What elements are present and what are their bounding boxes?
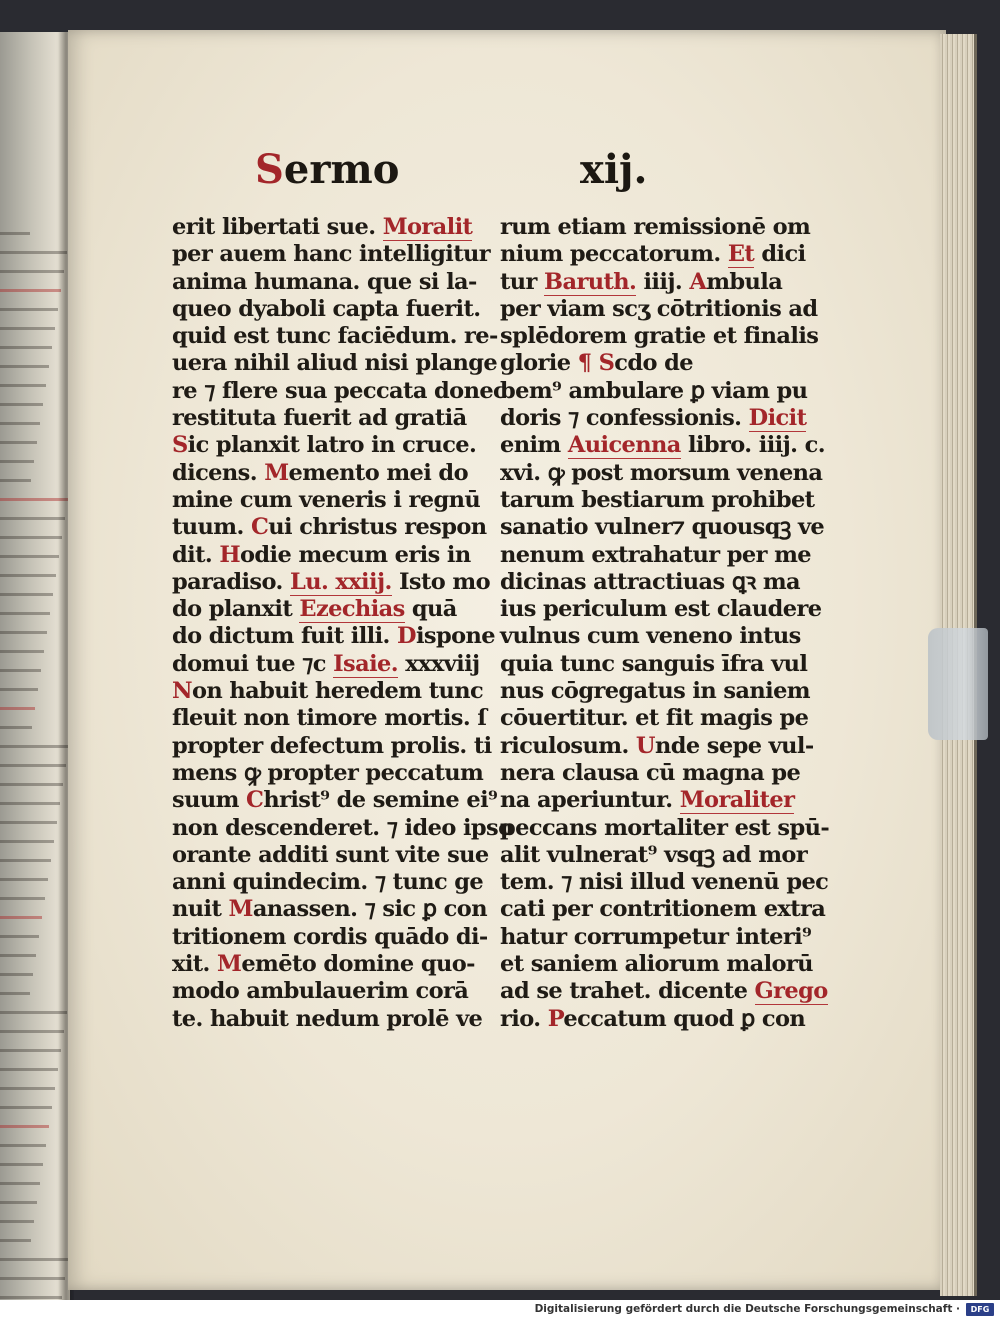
right-column-line: quia tunc sanguis īfra vul: [500, 650, 808, 677]
footer-bar: [0, 1300, 1000, 1319]
left-column-line: uera nihil aliud nisi plange: [172, 350, 498, 377]
left-column-line: propter defectum prolis. ti: [172, 732, 492, 759]
right-column-line: cati per contritionem extra: [500, 896, 826, 923]
right-column-line: nenum extrahatur per me: [500, 541, 812, 568]
facing-page-text-trace: [0, 441, 37, 444]
facing-page-text-trace: [0, 422, 40, 425]
left-column-line: suum Christ⁹ de semine ei⁹: [172, 787, 498, 814]
facing-page-text-trace: [0, 897, 45, 900]
facing-page-text-trace: [0, 270, 64, 273]
right-column-line: rio. Peccatum quod ꝑ con: [500, 1005, 806, 1032]
right-column-line: hatur corrumpetur interi⁹: [500, 923, 812, 950]
header-word: ermo: [283, 146, 400, 193]
facing-page-text-trace: [0, 764, 66, 767]
facing-page-text-trace: [0, 726, 32, 729]
right-column-line: riculosum. Unde sepe vul-: [500, 732, 814, 759]
facing-page-text-trace: [0, 1163, 43, 1166]
facing-page-text-trace: [0, 1030, 64, 1033]
right-column-line: bem⁹ ambulare ꝑ viam pu: [500, 377, 808, 404]
text-column-right: [500, 214, 830, 1033]
facing-page-text-trace: [0, 1182, 40, 1185]
left-column-line: te. habuit nedum prolē ve: [172, 1005, 483, 1032]
right-column-line: tarum bestiarum prohibet: [500, 486, 815, 513]
left-column-line: non descenderet. ⁊ ideo ipso: [172, 814, 513, 841]
facing-page-text-trace: [0, 1201, 37, 1204]
left-column-line: anima humana. que si la-: [172, 268, 477, 295]
facing-page-text-trace: [0, 612, 50, 615]
facing-page-text-trace: [0, 327, 55, 330]
facing-page-text-trace: [0, 346, 52, 349]
facing-page-text-trace: [0, 878, 48, 881]
facing-page-text-trace: [0, 1220, 34, 1223]
left-column-line: fleuit non timore mortis. ſ: [172, 705, 487, 732]
facing-page-text-trace: [0, 232, 30, 235]
facing-page-text-trace: [0, 574, 56, 577]
right-column-line: cōuertitur. et fit magis pe: [500, 705, 809, 732]
running-header-left: [255, 146, 400, 193]
facing-page-text-trace: [0, 859, 51, 862]
left-column-line: restituta fuerit ad gratiā: [172, 405, 467, 432]
facing-page-text-trace: [0, 555, 59, 558]
facing-page-text-trace: [0, 1049, 61, 1052]
right-column-line: xvi. ꝙ post morsum venena: [500, 459, 823, 486]
facing-page-text-trace: [0, 954, 36, 957]
right-column-line: nium peccatorum. Et dici: [500, 241, 806, 268]
facing-page-text-trace: [0, 1106, 52, 1109]
left-column-line: do dictum fuit illi. Dispone: [172, 623, 495, 650]
left-column-line: erit libertati sue. Moralit: [172, 214, 473, 240]
left-column-line: Non habuit heredem tunc: [172, 678, 484, 705]
left-column-line: tritionem cordis quādo di-: [172, 923, 488, 950]
left-column-line: nuit Manassen. ⁊ sic ꝑ con: [172, 896, 487, 923]
right-column-line: nera clausa cū magna pe: [500, 759, 801, 786]
left-column-line: dit. Hodie mecum eris in: [172, 541, 471, 568]
right-column-line: alit vulnerat⁹ vsqꝫ ad mor: [500, 841, 808, 868]
page-tab-marker: [928, 628, 988, 740]
facing-page-text-trace: [0, 460, 34, 463]
facing-page-text-trace: [0, 840, 54, 843]
right-column-line: rum etiam remissionē om: [500, 214, 811, 240]
right-column-line: splēdorem gratie et finalis: [500, 323, 819, 350]
left-column-line: Sic planxit latro in cruce.: [172, 432, 477, 459]
right-column-line: dicinas attractiuas ꝗꝛ ma: [500, 568, 801, 595]
left-column-line: mens ꝙ propter peccatum: [172, 759, 484, 786]
facing-page-text-trace: [0, 1239, 31, 1242]
facing-page-text-trace: [0, 593, 53, 596]
right-column-line: nus cōgregatus in saniem: [500, 678, 811, 705]
facing-page-text-trace: [0, 631, 47, 634]
right-column-line: et saniem aliorum malorū: [500, 951, 813, 978]
facing-page-text-trace: [0, 992, 30, 995]
left-column-line: mine cum veneris i regnū: [172, 486, 481, 513]
facing-page-text-trace: [0, 783, 63, 786]
facing-page-text-trace: [0, 384, 46, 387]
left-column-line: do planxit Ezechias quā: [172, 596, 457, 623]
left-column-line: queo dyaboli capta fuerit.: [172, 295, 481, 322]
facing-page-text-trace: [0, 916, 42, 919]
facing-page-text-trace: [0, 669, 41, 672]
left-column-line: quid est tunc faciēdum. re-: [172, 323, 498, 350]
left-column-line: tuum. Cui christus respon: [172, 514, 487, 541]
facing-page-text-trace: [0, 1011, 67, 1014]
left-column-line: per auem hanc intelligitur: [172, 241, 491, 268]
left-column-line: dicens. Memento mei do: [172, 459, 468, 486]
left-column-line: domui tue ⁊c Isaie. xxxviij: [172, 650, 480, 677]
right-column-line: per viam scʒ cōtritionis ad: [500, 295, 818, 322]
right-column-line: ius periculum est claudere: [500, 596, 822, 623]
facing-page-text-trace: [0, 973, 33, 976]
facing-page-text-trace: [0, 1277, 65, 1280]
left-column-line: xit. Memēto domine quo-: [172, 951, 475, 978]
facing-page-text-trace: [0, 935, 39, 938]
facing-page-text-trace: [0, 1068, 58, 1071]
right-column-line: tur Baruth. iiij. Ambula: [500, 268, 783, 295]
facing-page-text-trace: [0, 650, 44, 653]
facing-page-text-trace: [0, 802, 60, 805]
left-column-line: re ⁊ flere sua peccata donec: [172, 377, 507, 404]
right-column-line: doris ⁊ confessionis. Dicit: [500, 405, 807, 432]
right-column-line: na aperiuntur. Moraliter: [500, 787, 795, 814]
facing-page-text-trace: [0, 308, 58, 311]
right-column-line: ad se trahet. dicente Grego: [500, 978, 828, 1005]
facing-page-text-trace: [0, 688, 38, 691]
facing-page-text-trace: [0, 707, 35, 710]
facing-page-text-trace: [0, 1125, 49, 1128]
left-column-line: modo ambulauerim corā: [172, 978, 469, 1005]
facing-page-text-trace: [0, 821, 57, 824]
facing-page-text-trace: [0, 536, 62, 539]
right-column-line: enim Auicenna libro. iiij. c.: [500, 432, 825, 459]
left-column-line: anni quindecim. ⁊ tunc ge: [172, 869, 484, 896]
facing-page-text-trace: [0, 1144, 46, 1147]
right-column-line: glorie ¶ Scdo de: [500, 350, 693, 377]
right-column-line: peccans mortaliter est spū-: [500, 814, 830, 841]
facing-page-text-trace: [0, 1296, 62, 1299]
right-column-line: tem. ⁊ nisi illud venenū pec: [500, 869, 829, 896]
left-column-line: paradiso. Lu. xxiij. Isto mo: [172, 568, 491, 595]
funding-notice: Digitalisierung gefördert durch die Deutsche Forschungsgemeinschaft ·: [534, 1303, 960, 1315]
facing-page-text-trace: [0, 1087, 55, 1090]
facing-page-text-trace: [0, 517, 65, 520]
facing-page-text-trace: [0, 479, 31, 482]
left-column-line: orante additi sunt vite sue: [172, 841, 489, 868]
facing-page-text-trace: [0, 289, 61, 292]
facing-page-text-trace: [0, 403, 43, 406]
text-column-left: [172, 214, 513, 1033]
running-header-right: xij.: [580, 146, 648, 193]
facing-page-text-trace: [0, 251, 67, 254]
dfg-logo: DFG: [966, 1303, 994, 1316]
right-column-line: vulnus cum veneno intus: [500, 623, 801, 650]
right-column-line: sanatio vulner⁊ quousqꝫ ve: [500, 514, 825, 541]
facing-page-text-trace: [0, 365, 49, 368]
header-initial: S: [255, 146, 284, 193]
